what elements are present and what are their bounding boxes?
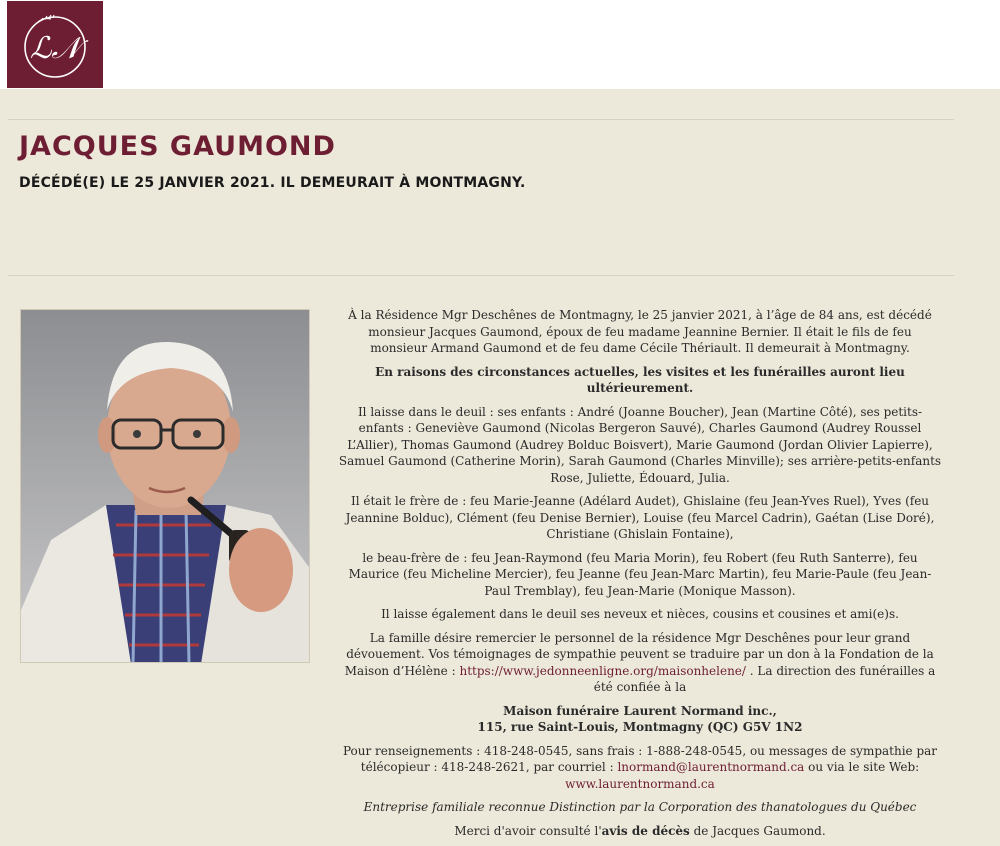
donation-link[interactable]: https://www.jedonneenligne.org/maisonhelene/ — [459, 663, 746, 678]
deceased-name: JACQUES GAUMOND — [19, 131, 336, 162]
obituary-paragraph-circumstances — [338, 364, 942, 397]
donation-text: La famille désire remercier le personnel de la résidence Mgr Deschênes pour leur grand dévouement. Vos témoignages de sympathie peuvent se traduire par un don à la Fondation de la Maison d’Hélène : — [344, 630, 934, 678]
obituary-paragraph-intro: À la Résidence Mgr Deschênes de Montmagny, le 25 janvier 2021, à l’âge de 84 ans, est décédé monsieur Jacques Gaumond, époux de feu madame Jeannine Bernier. Il était le fils de feu monsieur Armand Gaumond et de feu dame Cécile Thériault. Il demeurait à Montmagny. — [348, 308, 932, 355]
funeral-home-name: Maison funéraire Laurent Normand inc., — [503, 703, 777, 718]
obituary-paragraph-relatives: Il laisse également dans le deuil ses neveux et nièces, cousins et cousines et ami(e)s. — [381, 607, 899, 621]
contact-info — [338, 743, 942, 793]
funeral-home-address — [338, 703, 942, 736]
closing-thanks-bold: avis de décès — [601, 823, 690, 838]
obituary-paragraph-thanks-family — [338, 630, 942, 696]
obituary-text — [338, 307, 942, 846]
funeral-direction-text: . La direction des funérailles a été confiée à la — [593, 663, 936, 694]
circumstances-notice: En raisons des circonstances actuelles, les visites et les funérailles auront lieu ultérieurement. — [375, 364, 905, 395]
contact-phones: Pour renseignements : 418-248-0545, sans frais : 1-888-248-0545, ou messages de sympathie par télécopieur : 418-248-2621, par courriel : — [342, 743, 938, 774]
death-notice-subtitle: DÉCÉDÉ(E) LE 25 JANVIER 2021. IL DEMEURAIT À MONTMAGNY. — [19, 175, 526, 191]
portrait-photo — [20, 309, 310, 663]
logo-monogram: ℒ𝒩 — [29, 31, 81, 66]
logo-emblem-icon — [7, 1, 103, 88]
top-header — [0, 0, 1000, 89]
contact-website-link[interactable]: www.laurentnormand.ca — [565, 776, 715, 791]
divider-top — [8, 119, 954, 120]
logo[interactable] — [7, 1, 103, 88]
contact-web-label: ou via le site Web: — [804, 760, 920, 774]
portrait-image — [21, 310, 310, 663]
distinction-note: Entreprise familiale reconnue Distinction par la Corporation des thanatologues du Québec — [363, 800, 917, 814]
contact-email-link[interactable]: lnormand@laurentnormand.ca — [617, 760, 805, 774]
closing-thanks-suffix: de Jacques Gaumond. — [689, 823, 826, 838]
divider-bottom — [8, 275, 954, 276]
funeral-home-street: 115, rue Saint-Louis, Montmagny (QC) G5V 1N2 — [477, 720, 803, 734]
obituary-paragraph-in-laws: le beau-frère de : feu Jean-Raymond (feu Maria Morin), feu Robert (feu Ruth Santerre), feu Maurice (feu Micheline Mercier), feu Jeanne (feu Jean-Marc Martin), feu Marie-Paule (feu Jean-Paul Tremblay), feu Jean-Marie (Monique Masson). — [348, 550, 932, 598]
obituary-paragraph-siblings: Il était le frère de : feu Marie-Jeanne (Adélard Audet), Ghislaine (feu Jean-Yves Ruel), Yves (feu Jeannine Bolduc), Clément (feu Denise Bernier), Louise (feu Marcel Cadrin), Gaétan (Lise Doré), Christiane (Ghislain Fontaine), — [345, 494, 935, 541]
obituary-paragraph-survivors: Il laisse dans le deuil : ses enfants : André (Joanne Boucher), Jean (Martine Côté), ses petits-enfants : Geneviève Gaumond (Nicolas Bergeron Sauvé), Charles Gaumond (Audrey Roussel L’Allier), Thomas Gaumond (Audrey Bolduc Boisvert), Marie Gaumond (Jordan Olivier Lapierre), Samuel Gaumond (Catherine Morin), Sarah Gaumond (Charles Minville); ses arrière-petits-enfants Rose, Juliette, Édouard, Julia. — [338, 404, 942, 485]
closing-thanks-prefix: Merci d'avoir consulté l' — [454, 823, 602, 838]
